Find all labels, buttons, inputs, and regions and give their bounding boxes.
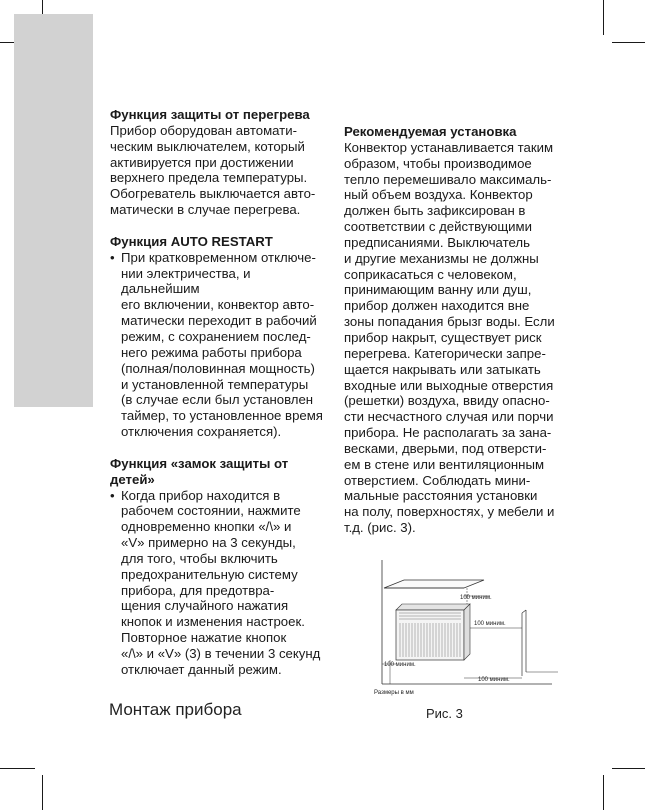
dimension-label-top: 100 миним.	[460, 595, 492, 601]
text-line: прибора, для предотвра-	[121, 582, 275, 598]
text-line: для того, чтобы включить	[121, 550, 278, 566]
crop-mark	[603, 775, 604, 810]
text-line: рабочем состоянии, нажмите	[121, 503, 301, 519]
text-line: верхнего предела температуры.	[110, 170, 308, 186]
text-line: отключения сохраняется).	[121, 424, 282, 440]
child-lock-title: Функция «замок защиты от	[110, 455, 289, 471]
text-line: сти несчастного случая или порчи	[344, 409, 554, 425]
text-line: т.д. (рис. 3).	[344, 520, 416, 536]
text-line: Когда прибор находится в	[121, 487, 281, 503]
text-line: предохранительную систему	[121, 566, 298, 582]
overheat-section	[110, 107, 325, 218]
text-line: Повторное нажатие кнопок	[121, 630, 287, 646]
text-line: тепло перемешивало максималь-	[344, 171, 552, 187]
text-line: Обогреватель выключается авто-	[110, 186, 316, 202]
text-line: весками, дверьми, под отверсти-	[344, 440, 547, 456]
dimension-label-floor: 100 миним.	[384, 662, 416, 668]
text-line: кнопок и изменения настроек.	[121, 614, 305, 630]
text-line: таймер, то установленное время	[121, 408, 323, 424]
figure-caption: Рис. 3	[426, 706, 463, 721]
bullet-item	[110, 250, 325, 440]
text-line: (решетки) воздуха, ввиду опасно-	[344, 393, 550, 409]
auto-restart-title: Функция AUTO RESTART	[110, 233, 273, 249]
text-line: и установленной температуры	[121, 376, 309, 392]
text-line: (в случае если был установлен	[121, 392, 314, 408]
crop-mark	[612, 768, 645, 769]
text-line: входные или выходные отверстия	[344, 377, 554, 393]
bullet-item	[110, 488, 325, 678]
text-line: мальные расстояния установки	[344, 488, 538, 504]
text-line: матически в случае перегрева.	[110, 202, 301, 218]
text-line: его включении, конвектор авто-	[121, 297, 315, 313]
text-line: Конвектор устанавливается таким	[344, 139, 554, 155]
dimension-note: Размеры в мм	[374, 690, 414, 696]
left-column	[110, 107, 325, 694]
text-line: нии электричества, и дальнейшим	[121, 265, 251, 297]
installation-title: Рекомендуемая установка	[344, 124, 517, 139]
text-line: ческим выключателем, который	[110, 138, 305, 154]
text-line: ем в стене или вентиляционным	[344, 456, 545, 472]
crop-mark	[0, 768, 35, 769]
child-lock-section	[110, 456, 325, 678]
text-line: При кратковременном отключе-	[121, 249, 316, 265]
text-line: щения случайного нажатия	[121, 598, 289, 614]
text-line: прибор должен находится вне	[344, 298, 530, 314]
text-line: (полная/половинная мощность)	[121, 360, 315, 376]
overheat-title: Функция защиты от перегрева	[110, 107, 310, 122]
text-line: отключает данный режим.	[121, 661, 282, 677]
text-line: «/\» и «V» (3) в течении 3 секунд	[121, 646, 321, 661]
text-line: и другие механизмы не должны	[344, 250, 539, 266]
text-line: режим, с сохранением послед-	[121, 328, 311, 344]
bullet-icon: •	[110, 249, 115, 265]
text-line: соприкасаться с человеком,	[344, 266, 517, 282]
text-line: должен быть зафиксирован в	[344, 203, 526, 219]
text-line: отверстием. Соблюдать мини-	[344, 472, 531, 488]
text-line: матически переходит в рабочий	[121, 313, 317, 329]
text-line: перегрева. Категорически запре-	[344, 345, 546, 361]
crop-mark	[612, 42, 645, 43]
convector-side	[464, 604, 470, 660]
crop-mark	[42, 775, 43, 810]
side-wall-line	[522, 610, 526, 613]
text-line: соответствии с действующими	[344, 219, 532, 235]
dimension-label-side: 100 миним.	[474, 621, 506, 627]
text-line: «V» примерно на 3 секунды,	[121, 535, 296, 551]
crop-mark	[603, 0, 604, 35]
text-line: него режима работы прибора	[121, 344, 302, 360]
bullet-icon: •	[110, 487, 115, 503]
sidebar-tab	[14, 14, 93, 407]
section-footer-title: Монтаж прибора	[109, 700, 242, 719]
text-line: щается накрывать или затыкать	[344, 361, 541, 377]
dimension-label-bottom: 100 миним.	[478, 677, 510, 683]
text-line: образом, чтобы производимое	[344, 155, 532, 171]
right-column	[344, 124, 562, 536]
installation-diagram	[372, 558, 562, 698]
text-line: активируется при достижении	[110, 154, 294, 170]
text-line: ный объем воздуха. Конвектор	[344, 187, 533, 203]
text-line: предписаниями. Выключатель	[344, 234, 530, 250]
text-line: принимающим ванну или душ,	[344, 282, 532, 298]
text-line: на полу, поверхностях, у мебели и	[344, 504, 555, 520]
shelf-shape	[384, 580, 484, 588]
convector-top	[396, 604, 470, 610]
text-line: зоны попадания брызг воды. Если	[344, 314, 555, 330]
auto-restart-section	[110, 234, 325, 440]
text-line: Прибор оборудован автомати-	[110, 122, 297, 138]
text-line: одновременно кнопки «/\» и	[121, 519, 292, 535]
child-lock-title: детей»	[110, 471, 155, 487]
text-line: прибора. Не располагать за зана-	[344, 425, 552, 441]
text-line: прибор накрыт, существует риск	[344, 329, 542, 345]
